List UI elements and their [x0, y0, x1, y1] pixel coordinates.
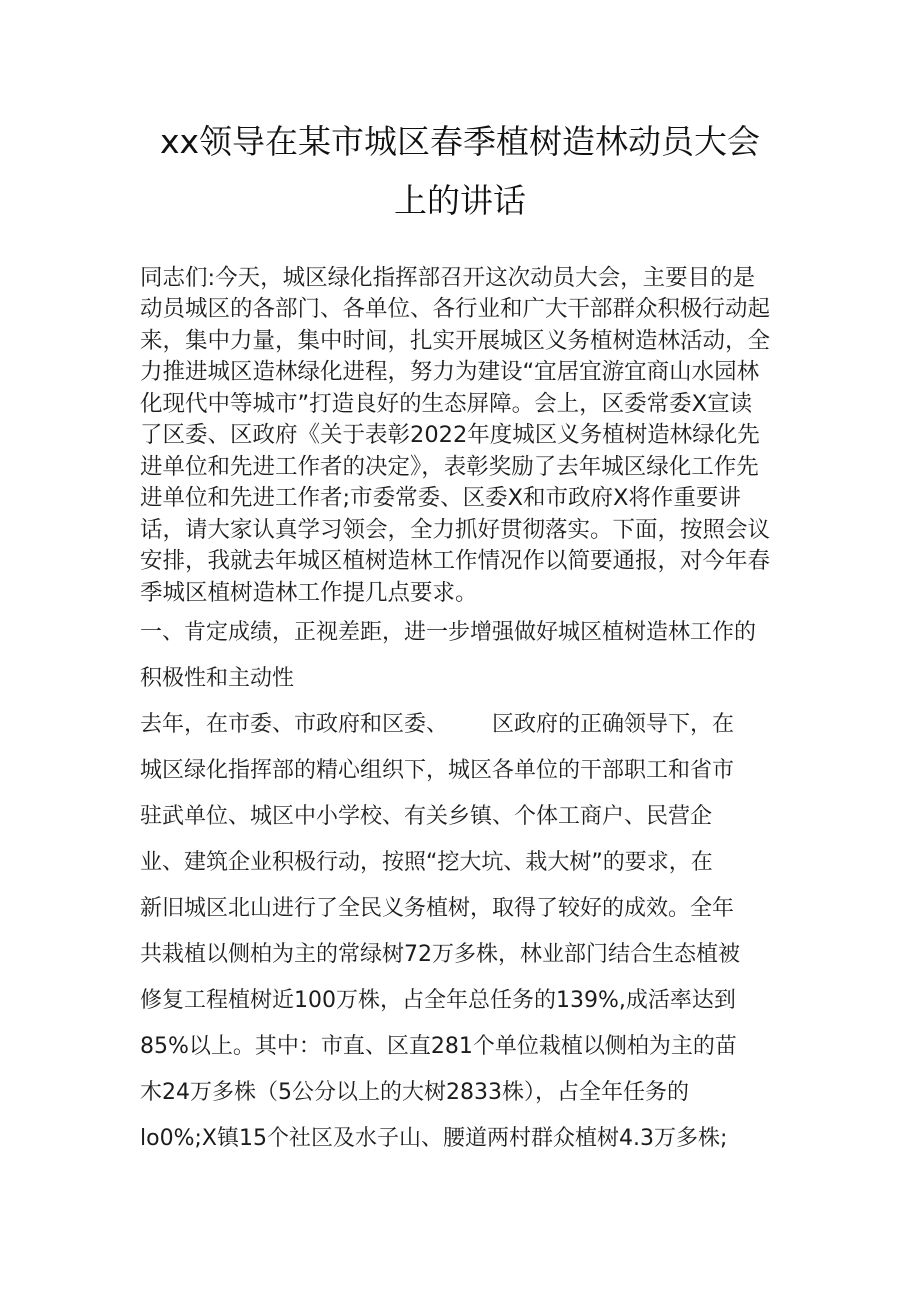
section-body-line-6: 共栽植以侧柏为主的常绿树72万多株，林业部门结合生态植被 [140, 942, 740, 967]
section-body-line-2: 城区绿化指挥部的精心组织下，城区各单位的干部职工和省市 [140, 758, 735, 783]
intro-line-8: 进单位和先进工作者;市委常委、区委X和市政府X将作重要讲 [140, 485, 741, 511]
intro-line-4: 力推进城区造林绿化进程，努力为建设“宜居宜游宜商山水园林 [140, 359, 760, 385]
section-body-line-1b: 区政府的正确领导下，在 [492, 712, 735, 737]
document-title-line-1: xx领导在某市城区春季植树造林动员大会 [159, 122, 761, 161]
document-title-line-2: 上的讲话 [394, 181, 526, 220]
section-body-line-5: 新旧城区北山进行了全民义务植树，取得了较好的成效。全年 [140, 896, 735, 921]
section-heading-line-2: 积极性和主动性 [140, 666, 295, 691]
intro-line-6: 了区委、区政府《关于表彰2022年度城区义务植树造林绿化先 [140, 422, 760, 448]
intro-line-2: 动员城区的各部门、各单位、各行业和广大干部群众积极行动起 [140, 296, 771, 322]
section-body-line-1 [140, 708, 734, 742]
section-heading-line-1: 一、肯定成绩，正视差距，进一步增强做好城区植树造林工作的 [140, 620, 757, 645]
section-body-line-1a: 去年，在市委、市政府和区委、 [140, 712, 449, 737]
section-body-line-8: 85%以上。其中：市直、区直281个单位栽植以侧柏为主的苗 [140, 1034, 737, 1059]
section-body-line-4: 业、建筑企业积极行动，按照“挖大坑、栽大树”的要求，在 [140, 850, 713, 875]
intro-line-3: 来，集中力量，集中时间，扎实开展城区义务植树造林活动，全 [140, 328, 771, 354]
intro-line-5: 化现代中等城市”打造良好的生态屏障。会上，区委常委X宣读 [140, 391, 753, 417]
intro-line-11: 季城区植树造林工作提几点要求。 [140, 580, 478, 606]
intro-line-1: 同志们:今天，城区绿化指挥部召开这次动员大会，主要目的是 [140, 265, 756, 291]
section-body-line-7: 修复工程植树近100万株，占全年总任务的139%,成活率达到 [140, 988, 736, 1013]
section-body-line-10: lo0%;X镇15个社区及水子山、腰道两村群众植树4.3万多株; [140, 1126, 728, 1151]
intro-line-10: 安排，我就去年城区植树造林工作情况作以简要通报，对今年春 [140, 548, 771, 574]
section-body-line-9: 木24万多株（5公分以上的大树2833株），占全年任务的 [140, 1080, 689, 1105]
section-body-line-3: 驻武单位、城区中小学校、有关乡镇、个体工商户、民营企 [140, 804, 713, 829]
intro-line-9: 话，请大家认真学习领会，全力抓好贯彻落实。下面，按照会议 [140, 517, 771, 543]
intro-line-7: 进单位和先进工作者的决定》，表彰奖励了去年城区绿化工作先 [140, 454, 759, 480]
